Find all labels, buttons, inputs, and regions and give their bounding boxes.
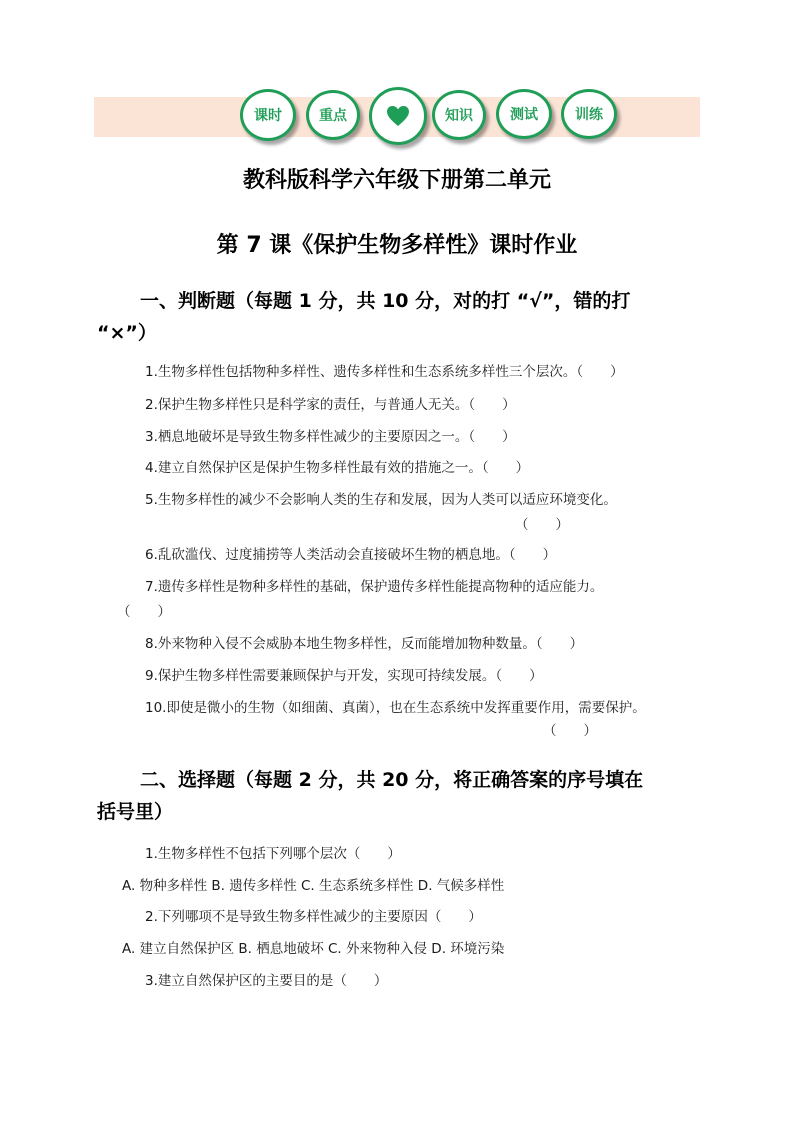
judge-item-4: 4.建立自然保护区是保护生物多样性最有效的措施之一。（ ） [145, 460, 530, 476]
section-2-heading [97, 764, 707, 828]
judge-item-5: 5.生物多样性的减少不会影响人类的生存和发展，因为人类可以适应环境变化。 [145, 492, 617, 508]
judge-item-7: 7.遗传多样性是物种多样性的基础，保护遗传多样性能提高物种的适应能力。 [145, 579, 604, 595]
judge-item-8: 8.外来物种入侵不会威胁本地生物多样性，反而能增加物种数量。（ ） [145, 636, 584, 652]
badge-zhongdian: 重点 [306, 90, 360, 140]
badge-zhishi: 知识 [432, 90, 486, 140]
heart-badge [369, 87, 427, 145]
section-2-heading-line1: 二、选择题（每题 2 分，共 20 分，将正确答案的序号填在 [140, 769, 644, 791]
badge-keshi: 课时 [240, 89, 296, 141]
document-title: 教科版科学六年级下册第二单元 [242, 168, 551, 193]
choice-question-2: 2.下列哪项不是导致生物多样性减少的主要原因（ ） [145, 909, 482, 925]
choice-question-3: 3.建立自然保护区的主要目的是（ ） [145, 973, 388, 989]
judge-item-5-answer: （ ） [515, 517, 569, 533]
judge-item-2: 2.保护生物多样性只是科学家的责任，与普通人无关。（ ） [145, 397, 516, 413]
judge-item-9: 9.保护生物多样性需要兼顾保护与开发，实现可持续发展。（ ） [145, 668, 543, 684]
section-1-heading-line2: “×”） [97, 322, 157, 344]
choice-question-2-options: A. 建立自然保护区 B. 栖息地破坏 C. 外来物种入侵 D. 环境污染 [122, 941, 505, 957]
choice-question-1-options: A. 物种多样性 B. 遗传多样性 C. 生态系统多样性 D. 气候多样性 [122, 878, 505, 894]
judge-item-6: 6.乱砍滥伐、过度捕捞等人类活动会直接破坏生物的栖息地。（ ） [145, 547, 557, 563]
section-1-heading [97, 285, 707, 349]
document-subtitle: 第 7 课《保护生物多样性》课时作业 [216, 233, 578, 258]
judge-item-1: 1.生物多样性包括物种多样性、遗传多样性和生态系统多样性三个层次。（ ） [145, 364, 624, 380]
judge-item-10-answer: （ ） [543, 723, 597, 739]
badge-ceshi: 测试 [496, 89, 552, 139]
judge-item-7-answer: （ ） [117, 604, 171, 620]
judge-item-10: 10.即使是微小的生物（如细菌、真菌），也在生态系统中发挥重要作用，需要保护。 [145, 700, 646, 716]
section-1-heading-line1: 一、判断题（每题 1 分，共 10 分，对的打 “√”，错的打 [140, 290, 631, 312]
judge-item-3: 3.栖息地破坏是导致生物多样性减少的主要原因之一。（ ） [145, 429, 516, 445]
choice-question-1: 1.生物多样性不包括下列哪个层次（ ） [145, 846, 401, 862]
section-2-heading-line2: 括号里） [97, 801, 174, 823]
heart-icon [386, 105, 410, 127]
badge-xunlian: 训练 [561, 89, 617, 139]
